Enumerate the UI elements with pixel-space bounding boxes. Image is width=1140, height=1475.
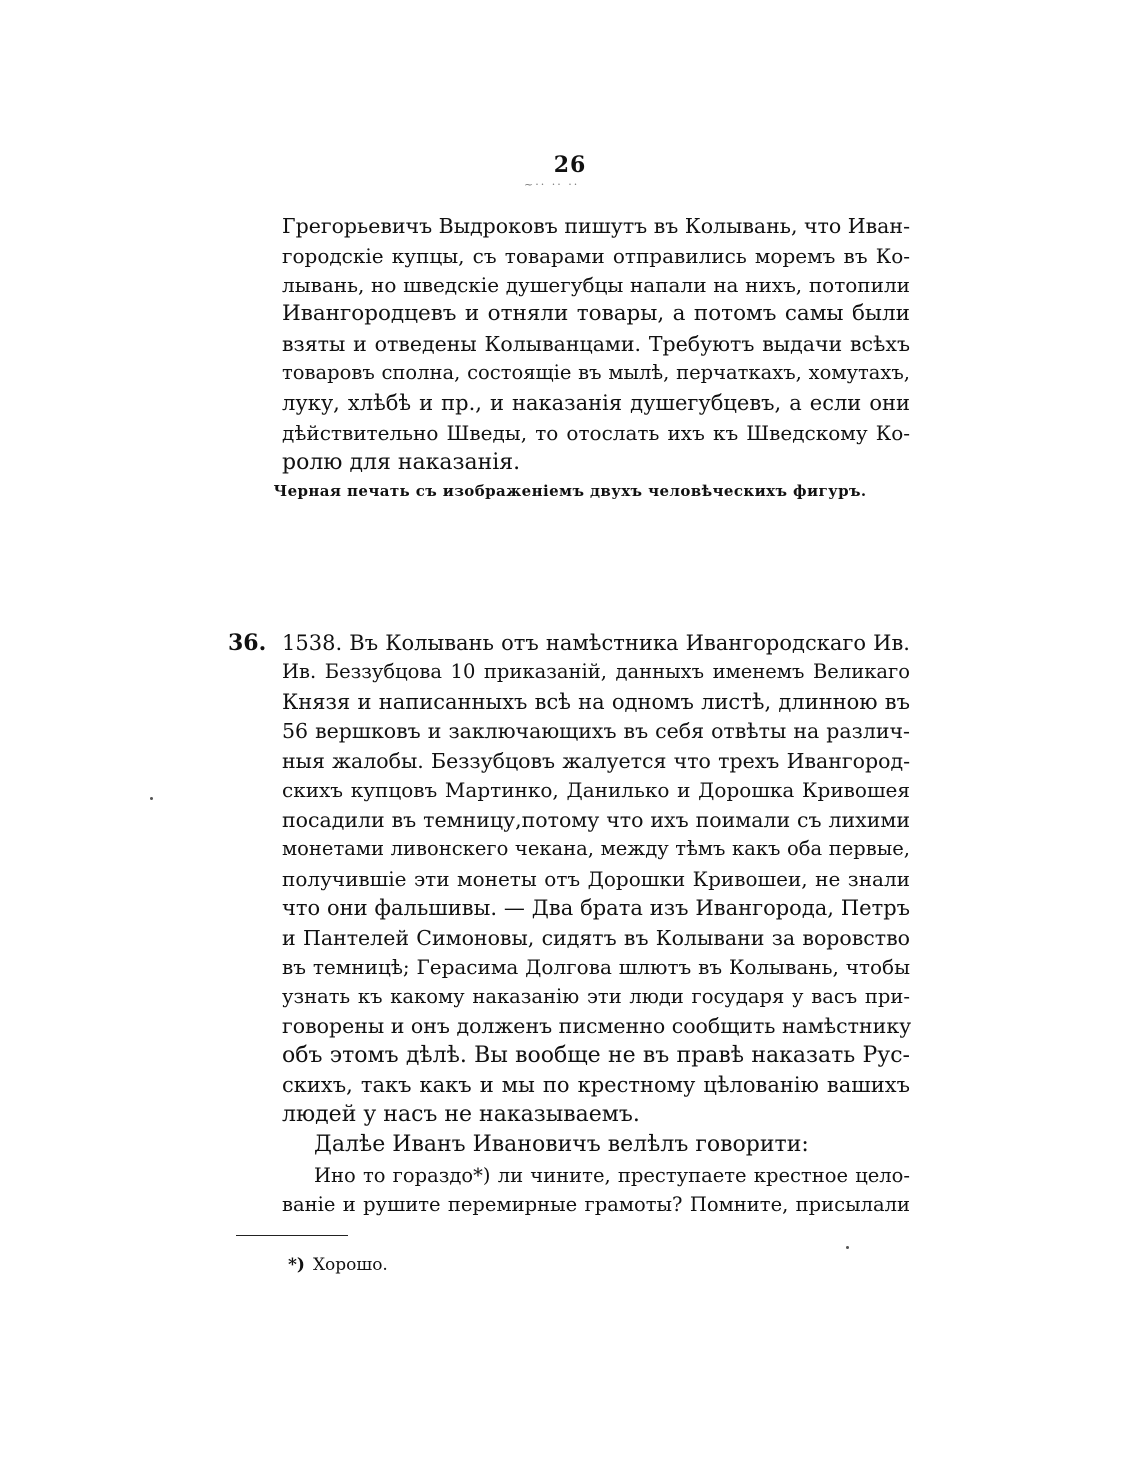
text-line: скихъ, такъ какъ и мы по крестному цѣлованію вашихъ xyxy=(282,1073,910,1097)
text-line: людей у насъ не наказываемъ. xyxy=(282,1102,640,1127)
text-line: посадили въ темницу,потому что ихъ поимали съ лихими xyxy=(282,808,910,832)
text-line: 1538. Въ Колывань отъ намѣстника Ивангородскаго Ив. xyxy=(282,631,910,655)
text-line: ролю для наказанія. xyxy=(282,450,521,475)
text-line: монетами ливонскего чекана, между тѣмъ какъ оба первые, xyxy=(282,837,910,860)
text-line: луку, хлѣбѣ и пр., и наказанія душегубцевъ, а если они xyxy=(282,391,910,415)
text-line: въ темницѣ; Герасима Долгова шлютъ въ Колывань, чтобы xyxy=(282,955,910,979)
page-number: 26 xyxy=(553,152,587,178)
paragraph-line: Далѣе Иванъ Ивановичъ велѣлъ говорити: xyxy=(314,1132,809,1157)
text-line: и Пантелей Симоновы, сидятъ въ Колывани за воровство xyxy=(282,926,910,950)
text-line: скихъ купцовъ Мартинко, Данилько и Дорошка Кривошея xyxy=(282,778,910,802)
footnote-text: Хорошо. xyxy=(312,1255,388,1275)
text-line: говорены и онъ долженъ писменно сообщить намѣстнику xyxy=(282,1014,912,1038)
text-line: Ив. Беззубцова 10 приказаній, данныхъ именемъ Великаго xyxy=(282,660,910,683)
scan-speck xyxy=(846,1246,849,1249)
scan-speck xyxy=(150,797,153,800)
footnote-rule xyxy=(236,1235,348,1236)
text-line: ныя жалобы. Беззубцовъ жалуется что трехъ Ивангород- xyxy=(282,749,910,773)
text-line: что они фальшивы. — Два брата изъ Ивангорода, Петръ xyxy=(282,896,910,920)
text-line: 56 вершковъ и заключающихъ въ себя отвѣты на различ- xyxy=(282,719,910,743)
text-line: узнать къ какому наказанію эти люди государя у васъ при- xyxy=(282,985,910,1008)
text-line: ваніе и рушите перемирные грамоты? Помните, присылали xyxy=(282,1193,910,1216)
text-line: получившіе эти монеты отъ Дорошки Кривошеи, не знали xyxy=(282,867,910,891)
text-line: товаровъ сполна, состоящіе въ мылѣ, перчаткахъ, хомутахъ, xyxy=(282,361,910,384)
text-line: взяты и отведены Колыванцами. Требуютъ выдачи всѣхъ xyxy=(282,332,910,356)
footnote xyxy=(288,1253,388,1277)
text-line: Князя и написанныхъ всѣ на одномъ листѣ, длинною въ xyxy=(282,690,910,714)
text-line: Ино то гораздо*) ли чините, преступаете крестное цело- xyxy=(314,1164,910,1187)
page-ornament: ~·· ·· ·· xyxy=(524,178,580,191)
entry-number: 36. xyxy=(228,630,267,656)
text-line: объ этомъ дѣлѣ. Вы вообще не въ правѣ наказать Рус- xyxy=(282,1043,910,1068)
footnote-mark: *) xyxy=(288,1255,305,1275)
seal-caption: Черная печать съ изображеніемъ двухъ человѣческихъ фигуръ. xyxy=(273,482,867,500)
text-line: лывань, но шведскіе душегубцы напали на нихъ, потопили xyxy=(282,273,910,297)
text-line: Ивангородцевъ и отняли товары, а потомъ самы были xyxy=(282,301,910,326)
text-line: городскіе купцы, съ товарами отправились моремъ въ Ко- xyxy=(282,244,910,268)
text-line: Грегорьевичъ Выдроковъ пишутъ въ Колывань, что Иван- xyxy=(282,214,910,238)
text-line: дѣйствительно Шведы, то отослать ихъ къ Шведскому Ко- xyxy=(282,421,910,445)
